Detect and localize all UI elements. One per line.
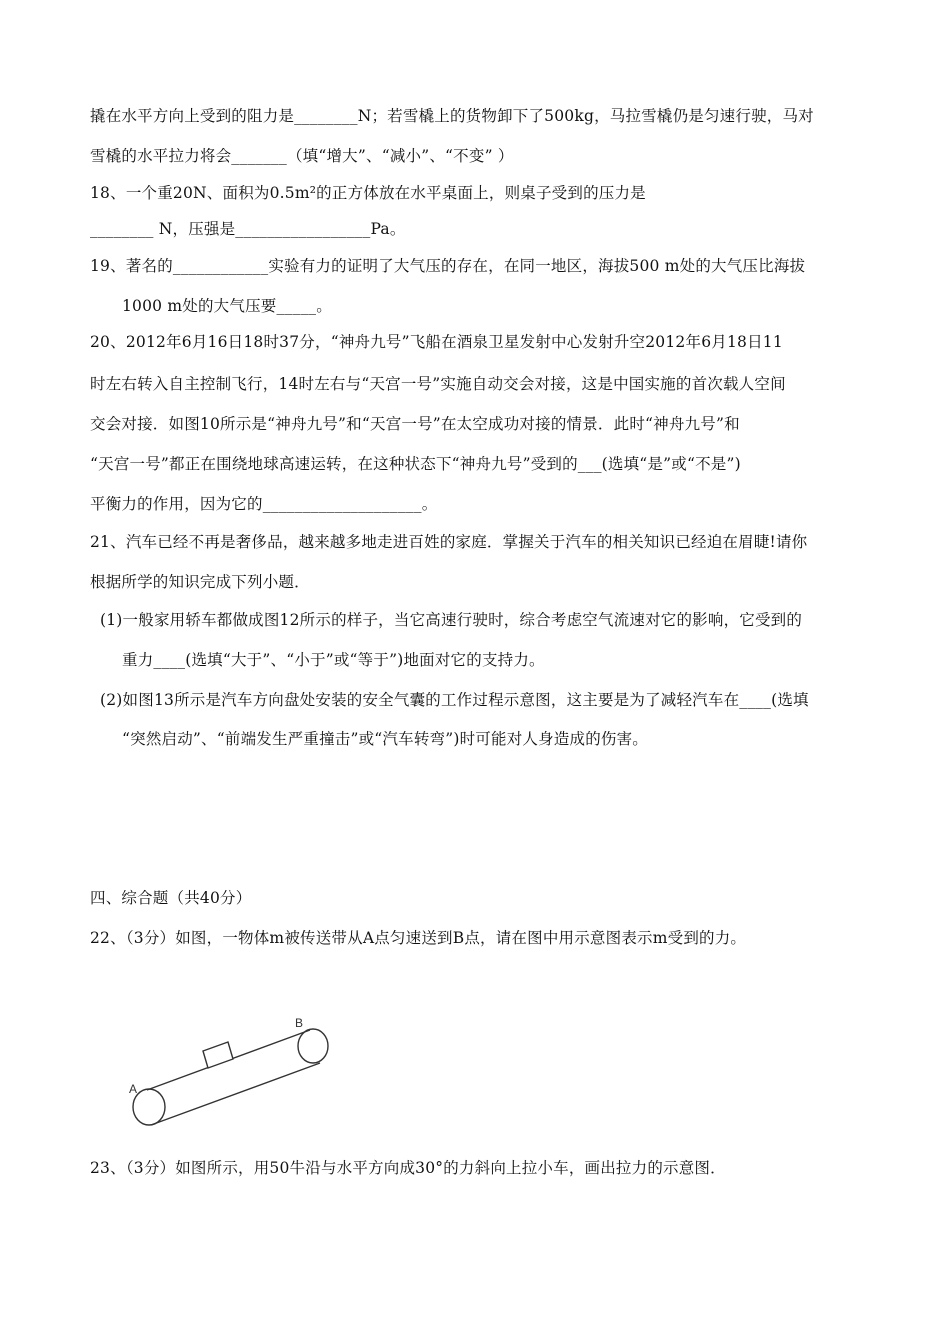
line-10: “天宫一号”都正在围绕地球高速运转，在这种状态下“神舟九号”受到的___(选填“是”或“不是”) xyxy=(90,455,741,473)
question-19: 19、著名的____________实验有力的证明了大气压的存在，在同一地区，海拔500 m处的大气压比海拔 xyxy=(90,257,806,275)
sub-question-2: (2)如图13所示是汽车方向盘处安装的安全气囊的工作过程示意图，这主要是为了减轻汽车在____(选填 xyxy=(100,691,809,709)
section-heading: 四、综合题（共40分） xyxy=(90,889,252,907)
line-17: “突然启动”、“前端发生严重撞击”或“汽车转弯”)时可能对人身造成的伤害。 xyxy=(122,730,648,748)
question-18: 18、一个重20N、面积为0.5m²的正方体放在水平桌面上，则桌子受到的压力是 xyxy=(90,184,646,202)
pulley-b xyxy=(298,1029,328,1063)
sub-question-1: (1)一般家用轿车都做成图12所示的样子，当它高速行驶时，综合考虑空气流速对它的影响，它受到的 xyxy=(100,611,803,629)
line-11: 平衡力的作用，因为它的____________________。 xyxy=(90,495,438,513)
line-4: ________ N，压强是_________________Pa。 xyxy=(90,220,406,238)
line-1: 撬在水平方向上受到的阻力是________N；若雪橇上的货物卸下了500kg，马拉雪橇仍是匀速行驶，马对 xyxy=(90,107,814,125)
conveyor-belt-diagram xyxy=(125,1015,345,1140)
question-23: 23、（3分）如图所示，用50牛沿与水平方向成30°的力斜向上拉小车，画出拉力的示意图． xyxy=(90,1159,726,1177)
line-9: 交会对接．如图10所示是“神舟九号”和“天宫一号”在太空成功对接的情景．此时“神舟九号”和 xyxy=(90,415,740,433)
pulley-a xyxy=(133,1089,165,1125)
belt-bottom xyxy=(151,1063,320,1125)
line-2: 雪橇的水平拉力将会_______（填“增大”、“减小”、“不变” ） xyxy=(90,147,514,165)
question-20: 20、2012年6月16日18时37分，“神舟九号”飞船在酒泉卫星发射中心发射升空2012年6月18日11 xyxy=(90,333,783,351)
line-13: 根据所学的知识完成下列小题． xyxy=(90,573,310,591)
line-15: 重力____(选填“大于”、“小于”或“等于”)地面对它的支持力。 xyxy=(122,651,545,669)
question-21: 21、汽车已经不再是奢侈品，越来越多地走进百姓的家庭．掌握关于汽车的相关知识已经迫在眉睫!请你 xyxy=(90,533,808,551)
question-22: 22、（3分）如图，一物体m被传送带从A点匀速送到B点，请在图中用示意图表示m受到的力。 xyxy=(90,929,747,947)
label-a: A xyxy=(129,1082,138,1096)
line-8: 时左右转入自主控制飞行，14时左右与“天宫一号”实施自动交会对接，这是中国实施的首次载人空间 xyxy=(90,375,786,393)
label-b: B xyxy=(295,1016,304,1030)
line-6: 1000 m处的大气压要_____。 xyxy=(122,297,332,315)
block-m xyxy=(203,1042,233,1068)
